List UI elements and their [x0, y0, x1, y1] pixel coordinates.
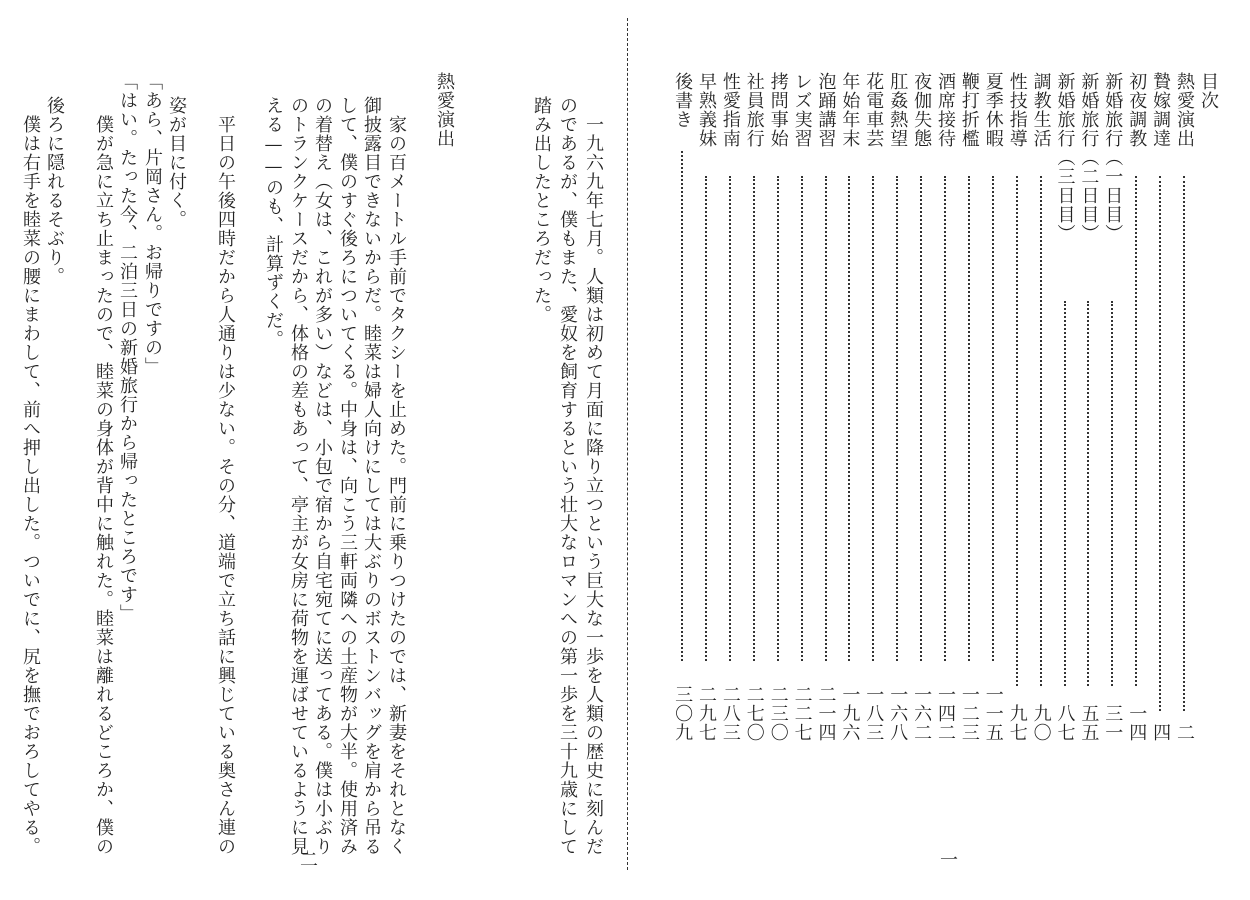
toc-entry-title: 熱愛演出 [1174, 72, 1195, 148]
toc-entry [957, 72, 981, 742]
toc-entry-title: 性技指導 [1006, 72, 1028, 148]
toc-entry-page: 九七 [1006, 704, 1028, 742]
dot-leader [777, 176, 779, 661]
dot-leader [872, 176, 874, 661]
toc-entry [790, 72, 814, 742]
dot-leader [944, 176, 946, 661]
body-line: 平日の午後四時だから人通りは少ない。その分、道端で立ち話に興じている奥さん連の [215, 96, 236, 856]
dot-leader [920, 176, 922, 661]
toc-entry-page: 二三〇 [767, 685, 789, 742]
toc-entry-page: 二八三 [719, 685, 741, 742]
toc-entry-title: 夜伽失態 [911, 72, 933, 148]
toc-entry [718, 72, 742, 742]
toc-entry [1005, 72, 1029, 742]
toc-entry-page: 四 [1150, 723, 1172, 742]
toc-entry [909, 72, 933, 742]
toc-entry-page: 九〇 [1030, 704, 1052, 742]
body-line: のトランクケースだから、体格の差もあって、亭主が女房に荷物を運ばせているように見 [288, 96, 309, 856]
body-line: 後ろに隠れるそぶり。 [44, 96, 65, 286]
toc-entry [837, 72, 861, 742]
dot-leader [729, 176, 731, 661]
body-line: の着替え（女は、これが多い）などは、小包で宿から自宅宛てに送ってある。僕は小ぶり [312, 96, 333, 856]
toc-entry-title: 泡踊講習 [815, 72, 837, 148]
intro-line: 一九六九年七月。人類は初めて月面に降り立つという巨大な一歩を人類の歴史に刻んだ [583, 96, 604, 856]
toc-entry-page: 二七〇 [743, 685, 765, 742]
page-number-left: 二 [300, 850, 318, 871]
dot-leader [825, 176, 827, 661]
toc-heading: 目次 [1198, 72, 1219, 110]
toc-entry-title: 後書き [672, 72, 694, 129]
body-line: 「あら、片岡さん。お帰りですの」 [142, 72, 163, 376]
toc-entry-title: レズ実習 [791, 72, 813, 148]
body-line: 家の百メートル手前でタクシーを止めた。門前に乗りつけたのでは、新妻をそれとなく [386, 96, 407, 856]
dot-leader [681, 151, 683, 661]
toc-entry-title: 新婚旅行（一日目） [1102, 72, 1124, 243]
body-line: 御披露目できないからだ。睦菜は婦人向けにしては大ぶりのボストンバッグを肩から吊る [361, 96, 382, 856]
dot-leader [1135, 176, 1137, 686]
dot-leader [896, 176, 898, 661]
intro-line: 踏み出したところだった。 [531, 96, 552, 324]
chapter-title: 熱愛演出 [434, 72, 455, 148]
toc-entry-title: 贄嫁調達 [1150, 72, 1172, 148]
toc-entry [814, 72, 838, 742]
intro-line: のであるが、僕もまた、愛奴を飼育するという壮大なロマンへの第一歩を三十九歳にして [557, 96, 578, 856]
dot-leader [705, 176, 707, 661]
toc-entry-title: 酒席接待 [935, 72, 956, 148]
toc-entry [1148, 72, 1172, 742]
toc-entry [670, 72, 694, 742]
dot-leader [1016, 176, 1018, 686]
toc-entry-title: 新婚旅行（三日目） [1054, 72, 1076, 243]
toc-entry-title: 鞭打折檻 [958, 72, 980, 148]
toc-entry [766, 72, 790, 742]
toc-entry-page: 二 [1174, 723, 1195, 742]
toc-entry-page: 一六八 [887, 685, 909, 742]
toc-entry-page: 五五 [1078, 704, 1100, 742]
page-number-right: 一 [940, 850, 958, 871]
toc-entry-title: 年始年末 [839, 72, 861, 148]
toc-entry-page: 一二三 [958, 685, 980, 742]
dot-leader [992, 176, 994, 661]
toc-entry [933, 72, 957, 742]
toc-entry [1076, 72, 1100, 742]
toc-entry-page: 一六二 [911, 685, 933, 742]
body-line: 僕は右手を睦菜の腰にまわして、前へ押し出した。ついでに、尻を撫でおろしてやる。 [20, 96, 41, 856]
toc-entry [981, 72, 1005, 742]
toc-entry-page: 二一四 [815, 685, 837, 742]
dot-leader [1111, 301, 1113, 686]
body-line: して、僕のすぐ後ろについてくる。中身は、向こう三軒両隣への土産物が大半。使用済み [337, 96, 358, 856]
toc-entry-page: 一八三 [863, 685, 885, 742]
toc-entry-title: 早熟義妹 [696, 72, 717, 148]
dot-leader [968, 176, 970, 661]
toc-entry-page: 一四二 [935, 685, 956, 742]
body-line: 姿が目に付く。 [166, 96, 187, 229]
toc-entry-title: 拷問事始 [767, 72, 789, 148]
toc-entry-title: 夏季休暇 [982, 72, 1004, 148]
toc-entry [861, 72, 885, 742]
toc-entry-page: 八七 [1054, 704, 1076, 742]
dot-leader [1040, 176, 1042, 686]
toc-entry-page: 一一五 [982, 685, 1004, 742]
toc-entry-title: 初夜調教 [1126, 72, 1148, 148]
toc-entry [1124, 72, 1148, 742]
toc-entry-title: 新婚旅行（二日目） [1078, 72, 1100, 243]
toc-entry-page: 二二七 [791, 685, 813, 742]
toc-entry [1053, 72, 1077, 742]
dot-leader [848, 176, 850, 661]
toc-entry [694, 72, 718, 742]
toc-entry-title: 社員旅行 [743, 72, 765, 148]
toc-entry-title: 肛姦熱望 [887, 72, 909, 148]
toc-entry [1100, 72, 1124, 742]
dot-leader [1087, 301, 1089, 686]
toc-entry [1029, 72, 1053, 742]
body-line: 「はい。たった今、二泊三日の新婚旅行から帰ったところです」 [117, 72, 138, 623]
toc-entry-page: 三〇九 [672, 685, 694, 742]
dot-leader [1183, 176, 1185, 711]
dot-leader [1064, 301, 1066, 686]
toc-entry-page: 二九七 [696, 685, 717, 742]
dot-leader [753, 176, 755, 661]
body-line: 僕が急に立ち止まったので、睦菜の身体が背中に触れた。睦菜は離れるどころか、僕の [93, 96, 114, 856]
toc-entry-page: 一九六 [839, 685, 861, 742]
toc-entry-title: 調教生活 [1030, 72, 1052, 148]
page-divider [627, 18, 628, 870]
dot-leader [801, 176, 803, 661]
toc-entry [1172, 72, 1196, 742]
toc-entry-page: 三一 [1102, 704, 1124, 742]
body-line: える——のも、計算ずくだ。 [263, 96, 284, 349]
toc-entry [885, 72, 909, 742]
toc-entry [742, 72, 766, 742]
dot-leader [1159, 176, 1161, 711]
toc-entry-title: 花電車芸 [863, 72, 885, 148]
toc-entry-page: 一四 [1126, 704, 1148, 742]
toc-entry-title: 性愛指南 [719, 72, 741, 148]
